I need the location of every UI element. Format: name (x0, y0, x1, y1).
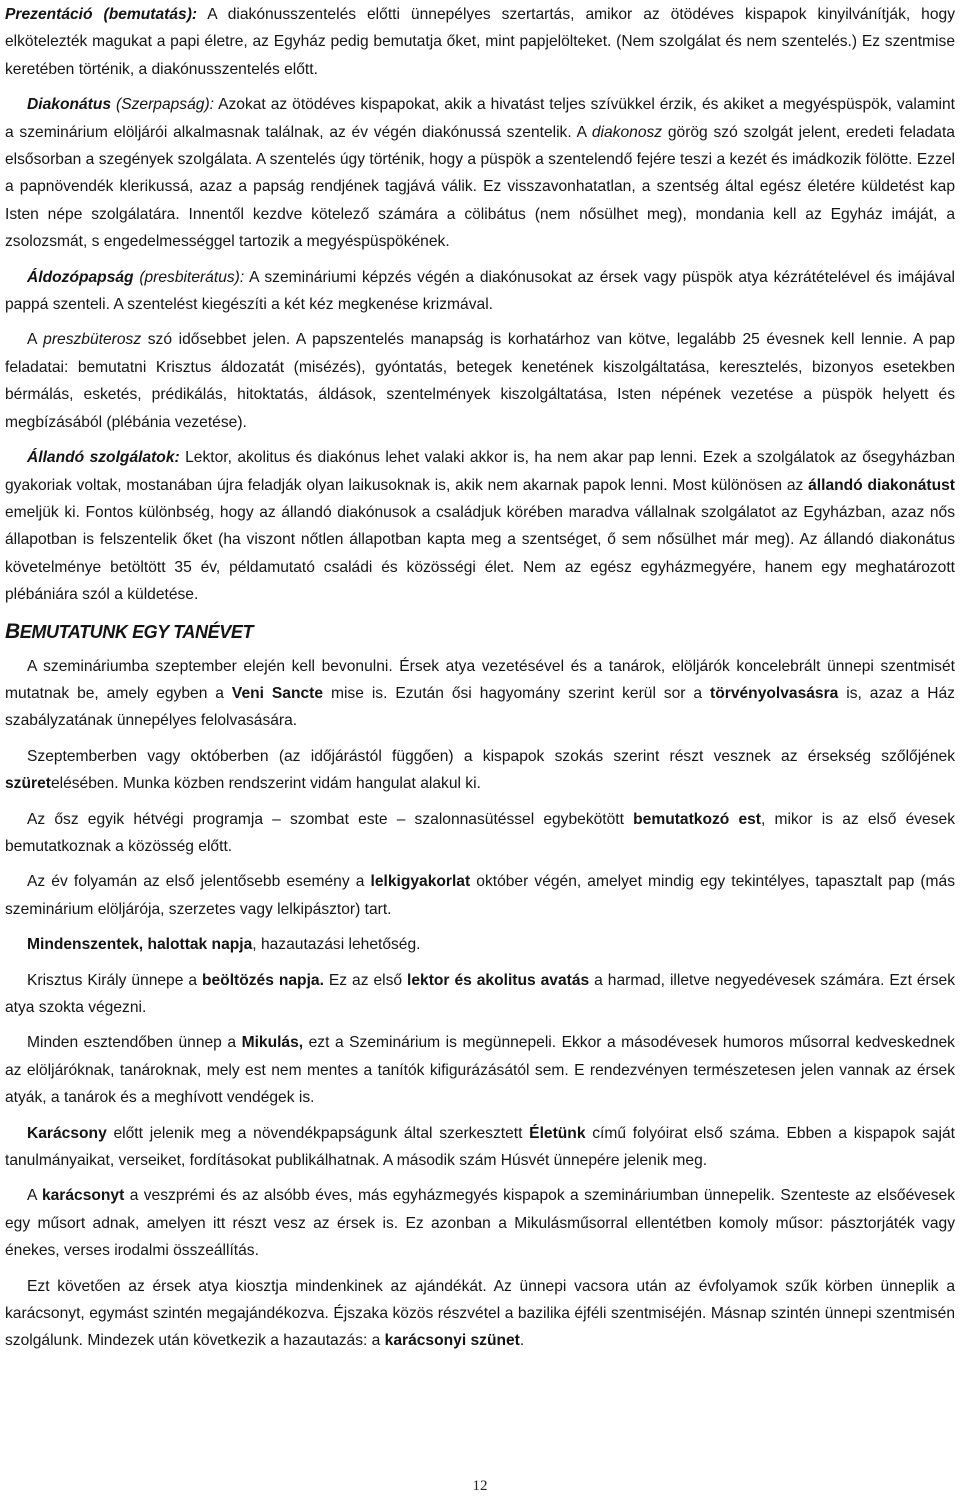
paragraph-szeptember (5, 653, 955, 735)
paragraph-text: Szeptemberben vagy októberben (az időjárástól függően) a kispapok szokás szerint részt vesznek az érsekség szőlőjének (27, 747, 955, 765)
paragraph-text: előtt jelenik meg a növendékpapságunk által szerkesztett (106, 1124, 530, 1142)
paragraph-text: Minden esztendőben ünnep a (27, 1034, 242, 1052)
term-diakonatus: Diakonátus (27, 96, 112, 114)
bold-phrase: karácsonyi szünet (384, 1332, 520, 1350)
paragraph-szuret (5, 743, 955, 798)
paragraph-text: mise is. Ezután ősi hagyomány szerint kerül sor a (323, 684, 711, 702)
italic-word: preszbüterosz (43, 331, 142, 349)
bold-phrase: törvényolvasásra (710, 684, 839, 702)
paragraph-text: görög szó szolgát jelent, eredeti feladata elsősorban a szegények szolgálata. A szentelés úgy történik, hogy a püspök a szentelendő fejére teszi a kezét és imádkozik fölötte. Ezzel a papnövendék klerikussá, azaz a papság rendjének tagjává válik. Ez visszavonhatatlan, a szentség által egész életére küldetést kap Isten népe szolgálatára. Innentől kezdve kötelező számára a cölibátus (nem nősülhet meg), mondania kell az Egyház imáját, a zsolozsmát, s engedelmességgel tartozik a megyéspüspökének. (5, 123, 955, 251)
page-number: 12 (472, 1478, 488, 1494)
paragraph-text: A szemináriumi képzés végén a diakónusokat az érsek vagy püspök atya kézrátételével és imájával pappá szenteli. A szentelést kiegészíti a két kéz megkenése krizmával. (5, 268, 955, 314)
document-body (5, 0, 955, 1355)
paragraph-text: Az év folyamán az első jelentősebb esemény a (27, 873, 371, 891)
bold-phrase: beöltözés napja. (201, 971, 324, 989)
paragraph-text: , mikor is az első évesek bemutatkoznak a közösség előtt. (5, 810, 955, 855)
paragraph-text: Az ősz egyik hétvégi programja – szombat este – szalonnasütéssel egybekötött (27, 810, 634, 828)
paragraph-text: , hazautazási lehetőség. (252, 936, 421, 954)
bold-phrase: karácsonyt (41, 1187, 125, 1205)
bold-phrase: Karácsony (27, 1124, 107, 1142)
bold-phrase: lelkigyakorlat (370, 873, 471, 891)
section-heading (5, 619, 955, 645)
paragraph-allando-szolgalatok (5, 444, 955, 608)
term-subtitle: (presbiterátus): (133, 268, 245, 286)
bold-phrase: lektor és akolitus avatás (407, 971, 590, 989)
paragraph-text: Ez az első (323, 971, 408, 989)
term-aldozopapsag: Áldozópapság (27, 268, 134, 286)
paragraph-text: a harmad, illetve negyedévesek számára. Ezt érsek atya szokta végezni. (5, 971, 956, 1016)
bold-phrase: Mikulás, (241, 1034, 304, 1052)
paragraph-text: elésében. Munka közben rendszerint vidám hangulat alakul ki. (50, 775, 481, 793)
paragraph-text: . (519, 1332, 525, 1350)
paragraph-text: szó idősebbet jelen. A papszentelés manapság is korhatárhoz van kötve, legalább 25 évesnek kell lennie. A pap feladatai: bemutatni Krisztus áldozatát (misézés), gyóntatás, betegek kenetének kiszolgáltatása, keresztelés, bizonyos esetekben bérmálás, esketés, prédikálás, hitoktatás, áldások, szentelmények kiszolgáltatása, Isten népének vezetése a püspök helyett és megbízásából (plébánia vezetése). (5, 331, 956, 431)
paragraph-text: is, azaz a Ház szabályzatának ünnepélyes felolvasására. (5, 684, 955, 730)
paragraph-text: a veszprémi és az alsóbb éves, más egyházmegyés kispapok a szemináriumban ünnepelik. Szenteste az elsőévesek egy műsort adnak, amelyen itt részt vesz az érsek is. Ez azonban a Mikulásműsorral ellentétben komoly műsor: pásztorjáték vagy énekes, verses irodalmi összeállítás. (5, 1187, 955, 1260)
bold-phrase: Mindenszentek, halottak napja (27, 936, 253, 954)
term-prezentacio: Prezentáció (bemutatás): (5, 6, 198, 23)
paragraph-krisztus-kiraly (5, 967, 955, 1022)
paragraph-aldozopapsag (5, 264, 955, 319)
paragraph-preszbuterosz (5, 326, 955, 436)
paragraph-karacsony-folyoirat (5, 1120, 955, 1175)
paragraph-text: A (27, 1187, 42, 1205)
paragraph-diakonatus (5, 91, 955, 255)
term-allando-szolgalatok: Állandó szolgálatok: (27, 449, 180, 467)
paragraph-text: A diakónusszentelés előtti ünnepélyes szertartás, amikor az ötödéves kispapok kinyilvánítják, hogy elkötelezték magukat a papi életre, az Egyház pedig bemutatja őket, mint papjelölteket. (Nem szolgálat és nem szentelés.) Ez szentmise keretében történik, a diakónusszentelés előtt. (5, 6, 955, 78)
paragraph-bemutatkozo-est (5, 806, 955, 861)
paragraph-text: Krisztus Király ünnepe a (27, 971, 202, 989)
bold-phrase: Veni Sancte (231, 684, 324, 702)
bold-phrase: állandó diakonátust (808, 476, 955, 494)
paragraph-text: emeljük ki. Fontos különbség, hogy az állandó diakónusok a családjuk körében maradva vállalnak szolgálatot az Egyházban, azaz nős állapotban is felszentelik őket (ha viszont nőtlen állapotban kapta meg a szentséget, ő sem nősülhet már meg). Az állandó diakonátus követelménye betöltött 35 év, példamutató családi és közösségi élet. Nem az egész egyházmegyére, hanem egy meghatározott plébániára szól a küldetése. (5, 503, 955, 604)
paragraph-karacsony-unneples (5, 1182, 955, 1264)
paragraph-lelkigyakorlat (5, 868, 955, 923)
bold-phrase: bemutatkozó est (633, 810, 761, 828)
paragraph-text: ezt a Szeminárium is megünnepeli. Ekkor a másodévesek humoros műsorral kedveskednek az elöljáróknak, tanároknak, mely est nem mentes a tanítók kifigurázásától sem. E rendezvényen természetesen jelen vannak az érsek atyák, a tanárok és a meghívott vendégek is. (5, 1034, 955, 1107)
paragraph-text: A szemináriumba szeptember elején kell bevonulni. Érsek atya vezetésével és a tanárok, elöljárók koncelebrált ünnepi szentmisét mutatnak be, amely egyben a (5, 657, 955, 702)
paragraph-text: című folyóirat első száma. Ebben a kispapok saját tanulmányaikat, verseiket, fordításokat publikálhatnak. A második szám Húsvét ünnepére jelenik meg. (5, 1124, 956, 1170)
heading-initial: B (5, 619, 20, 643)
bold-phrase: Életünk (529, 1124, 586, 1142)
paragraph-text: A (27, 331, 44, 349)
paragraph-text: Lektor, akolitus és diakónus lehet valaki akkor is, ha nem akar pap lenni. Ezek a szolgálatok az ősegyházban gyakoriak voltak, mostanában újra feladják olyan laikusoknak is, akik nem akarnak papok lenni. Most különösen az (5, 449, 955, 494)
paragraph-mikulas (5, 1029, 955, 1111)
paragraph-ajandek (5, 1273, 955, 1355)
paragraph-text: Azokat az ötödéves kispapokat, akik a hivatást teljes szívükkel érzik, és akiket a megyéspüspök, valamint a szeminárium elöljárói alkalmasnak találnak, az év végén diakónussá szentelik. A (5, 96, 955, 141)
paragraph-prezentacio (5, 1, 955, 83)
term-subtitle: (Szerpapság): (111, 96, 214, 114)
paragraph-text: október végén, amelyet mindig egy tekintélyes, tapasztalt pap (más szeminárium elöljárója, szerzetes vagy lelkipásztor) tart. (5, 873, 955, 918)
paragraph-text: Ezt követően az érsek atya kiosztja mindenkinek az ajándékát. Az ünnepi vacsora után az évfolyamok szűk körben ünneplik a karácsonyt, egymást szintén megajándékozva. Éjszaka közös részvétel a bazilika éjféli szentmiséjén. Másnap szintén ünnepi szentmisén szolgálunk. Mindezek után következik a hazautazás: a (5, 1277, 955, 1350)
heading-rest: EMUTATUNK EGY TANÉVET (19, 621, 254, 642)
paragraph-mindenszentek (5, 931, 955, 958)
bold-phrase: szüret (5, 775, 51, 793)
italic-word: diakonosz (591, 123, 663, 141)
